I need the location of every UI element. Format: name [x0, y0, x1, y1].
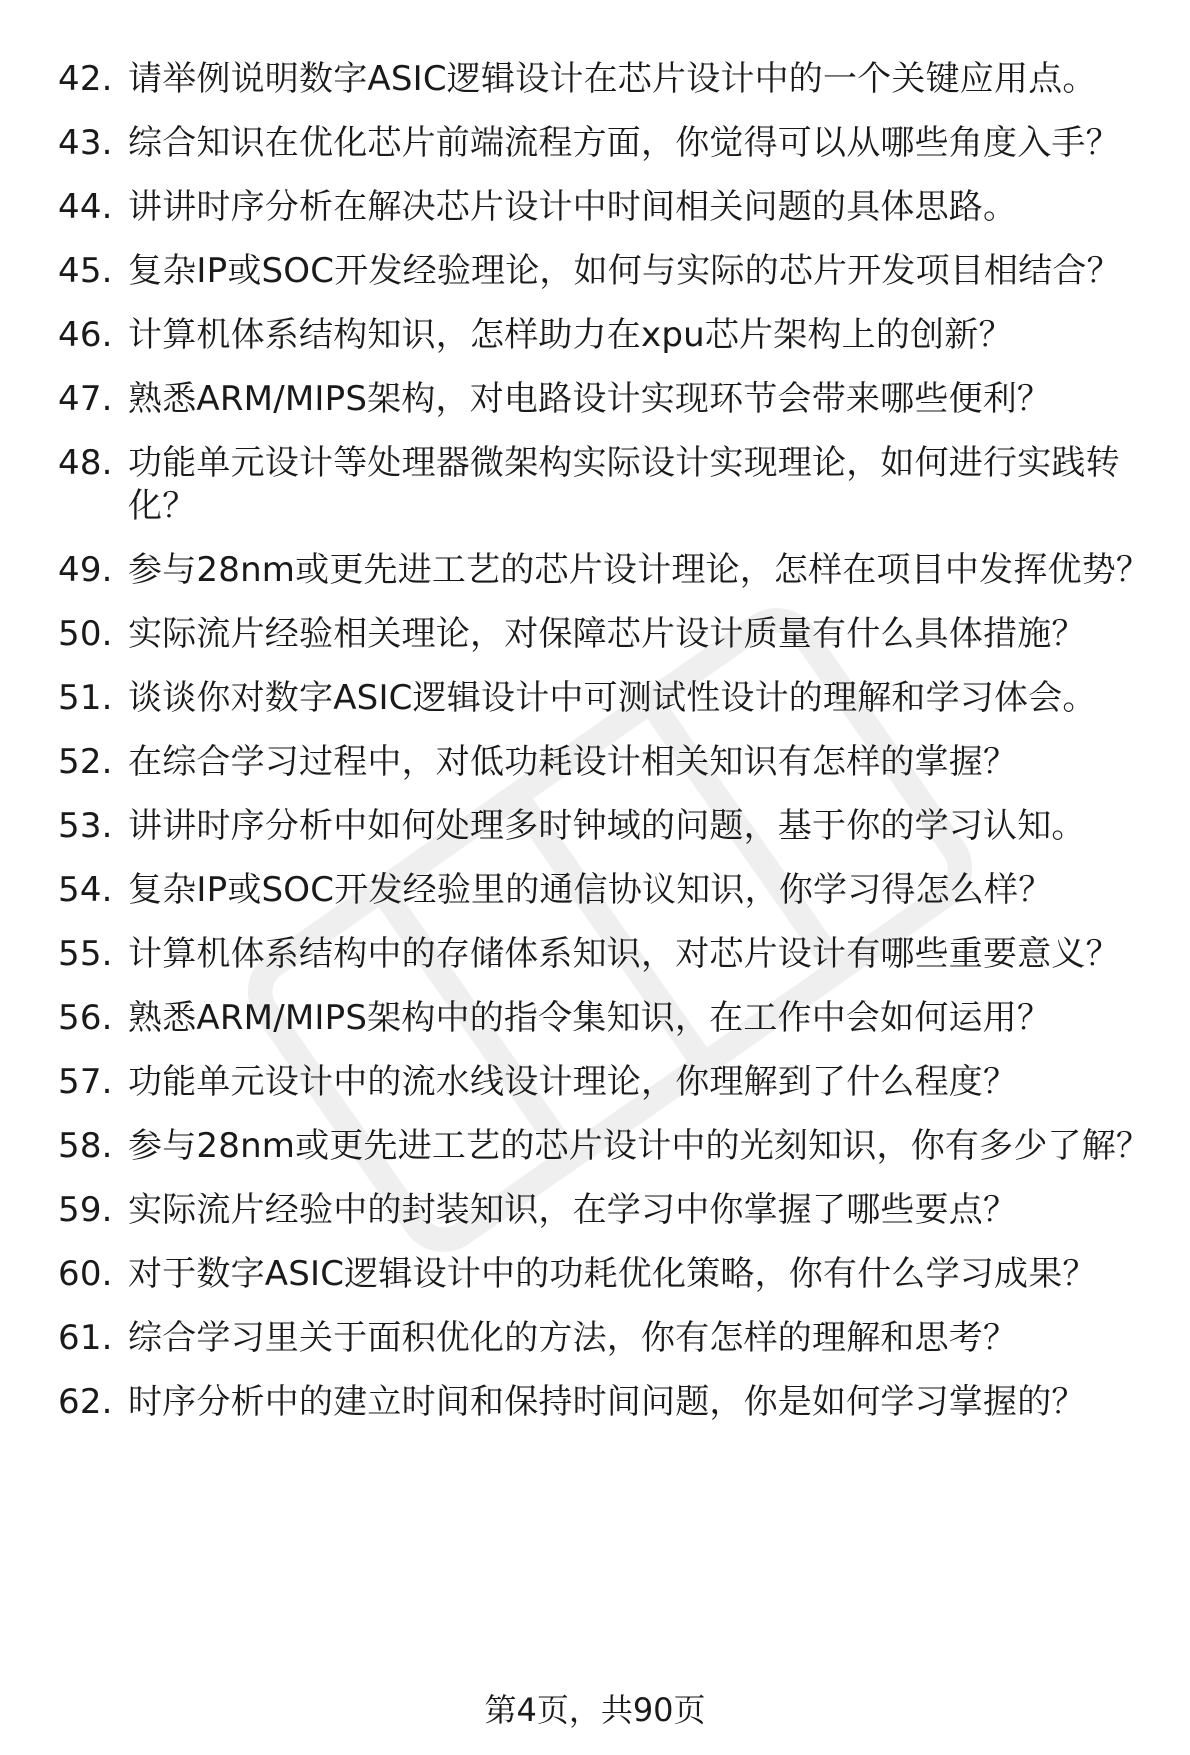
question-number: 50. — [58, 614, 113, 654]
question-number: 59. — [58, 1190, 113, 1230]
question-text: 实际流片经验中的封装知识，在学习中你掌握了哪些要点？ — [128, 1190, 1018, 1230]
question-text: 对于数字ASIC逻辑设计中的功耗优化策略，你有什么学习成果？ — [128, 1254, 1097, 1294]
question-text: 参与28nm或更先进工艺的芯片设计理论，怎样在项目中发挥优势？ — [128, 550, 1151, 590]
question-text: 熟悉ARM/MIPS架构，对电路设计实现环节会带来哪些便利？ — [128, 379, 1052, 419]
question-number: 53. — [58, 806, 113, 846]
question-number: 55. — [58, 934, 113, 974]
list-item — [58, 1381, 1158, 1424]
question-number: 45. — [58, 251, 113, 291]
question-text: 讲讲时序分析在解决芯片设计中时间相关问题的具体思路。 — [128, 187, 1018, 227]
question-text: 功能单元设计等处理器微架构实际设计实现理论，如何进行实践转化？ — [128, 443, 1120, 526]
page-footer: 第4页，共90页 — [484, 1691, 706, 1729]
list-item — [58, 677, 1158, 720]
list-item — [58, 1253, 1158, 1296]
question-number: 57. — [58, 1062, 113, 1102]
question-text: 参与28nm或更先进工艺的芯片设计中的光刻知识，你有多少了解？ — [128, 1126, 1151, 1166]
question-number: 44. — [58, 187, 113, 227]
question-text: 请举例说明数字ASIC逻辑设计在芯片设计中的一个关键应用点。 — [128, 59, 1097, 99]
question-number: 46. — [58, 315, 113, 355]
question-text: 计算机体系结构知识，怎样助力在xpu芯片架构上的创新？ — [128, 315, 1013, 355]
list-item — [58, 1061, 1158, 1104]
question-number: 56. — [58, 998, 113, 1038]
question-number: 61. — [58, 1318, 113, 1358]
list-item — [58, 805, 1158, 848]
list-item — [58, 314, 1158, 357]
question-number: 52. — [58, 742, 113, 782]
list-item — [58, 1317, 1158, 1360]
question-number: 47. — [58, 379, 113, 419]
question-number: 43. — [58, 123, 113, 163]
question-text: 功能单元设计中的流水线设计理论，你理解到了什么程度？ — [128, 1062, 1018, 1102]
list-item — [58, 869, 1158, 912]
question-text: 熟悉ARM/MIPS架构中的指令集知识，在工作中会如何运用？ — [128, 998, 1052, 1038]
question-number: 58. — [58, 1126, 113, 1166]
list-item — [58, 442, 1158, 528]
question-number: 54. — [58, 870, 113, 910]
list-item — [58, 1189, 1158, 1232]
list-item — [58, 613, 1158, 656]
question-text: 计算机体系结构中的存储体系知识，对芯片设计有哪些重要意义？ — [128, 934, 1120, 974]
list-item — [58, 186, 1158, 229]
question-number: 60. — [58, 1254, 113, 1294]
question-text: 综合学习里关于面积优化的方法，你有怎样的理解和思考？ — [128, 1318, 1018, 1358]
question-text: 谈谈你对数字ASIC逻辑设计中可测试性设计的理解和学习体会。 — [128, 678, 1097, 718]
list-item — [58, 549, 1158, 592]
question-text: 复杂IP或SOC开发经验里的通信协议知识，你学习得怎么样？ — [128, 870, 1053, 910]
question-number: 62. — [58, 1382, 113, 1422]
list-item — [58, 933, 1158, 976]
list-item — [58, 997, 1158, 1040]
list-item — [58, 741, 1158, 784]
question-text: 在综合学习过程中，对低功耗设计相关知识有怎样的掌握？ — [128, 742, 1018, 782]
question-number: 49. — [58, 550, 113, 590]
question-number: 51. — [58, 678, 113, 718]
question-text: 时序分析中的建立时间和保持时间问题，你是如何学习掌握的？ — [128, 1382, 1086, 1422]
list-item — [58, 58, 1158, 101]
question-text: 讲讲时序分析中如何处理多时钟域的问题，基于你的学习认知。 — [128, 806, 1086, 846]
question-text: 复杂IP或SOC开发经验理论，如何与实际的芯片开发项目相结合？ — [128, 251, 1121, 291]
question-number: 42. — [58, 59, 113, 99]
question-list — [58, 58, 1158, 1445]
list-item — [58, 250, 1158, 293]
list-item — [58, 122, 1158, 165]
list-item — [58, 1125, 1158, 1168]
question-text: 实际流片经验相关理论，对保障芯片设计质量有什么具体措施？ — [128, 614, 1086, 654]
list-item — [58, 378, 1158, 421]
question-number: 48. — [58, 443, 113, 483]
question-text: 综合知识在优化芯片前端流程方面，你觉得可以从哪些角度入手？ — [128, 123, 1120, 163]
